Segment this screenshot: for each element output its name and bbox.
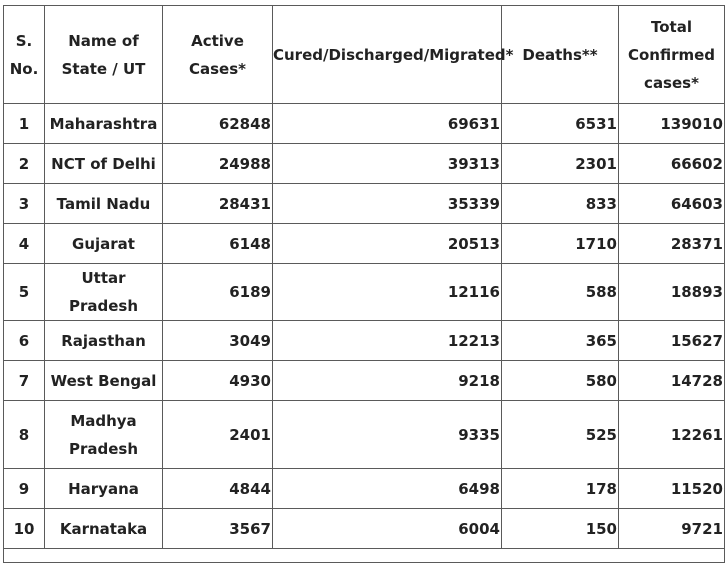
header-state: Name of State / UT <box>45 6 163 104</box>
cell-sno: 5 <box>4 264 45 321</box>
cell-deaths: 588 <box>502 264 619 321</box>
cell-active: 4844 <box>163 469 273 509</box>
table-row <box>4 224 725 264</box>
table-footer-row <box>4 549 725 563</box>
table-row <box>4 321 725 361</box>
header-sno: S. No. <box>4 6 45 104</box>
covid-cases-table <box>3 5 725 563</box>
cell-sno: 2 <box>4 144 45 184</box>
cell-state: Maharashtra <box>45 104 163 144</box>
header-cured: Cured/Discharged/Migrated* <box>273 6 502 104</box>
cell-total: 15627 <box>619 321 725 361</box>
table-row <box>4 104 725 144</box>
cell-deaths: 1710 <box>502 224 619 264</box>
cell-active: 2401 <box>163 401 273 469</box>
cell-cured: 69631 <box>273 104 502 144</box>
cell-active: 6189 <box>163 264 273 321</box>
cell-active: 24988 <box>163 144 273 184</box>
cell-state: Rajasthan <box>45 321 163 361</box>
cell-total: 139010 <box>619 104 725 144</box>
table-row <box>4 469 725 509</box>
cell-total: 28371 <box>619 224 725 264</box>
cell-cured: 9335 <box>273 401 502 469</box>
cell-deaths: 365 <box>502 321 619 361</box>
cell-cured: 12213 <box>273 321 502 361</box>
cell-deaths: 150 <box>502 509 619 549</box>
cell-state: Tamil Nadu <box>45 184 163 224</box>
cell-deaths: 178 <box>502 469 619 509</box>
cell-sno: 4 <box>4 224 45 264</box>
header-deaths: Deaths** <box>502 6 619 104</box>
cell-total: 9721 <box>619 509 725 549</box>
cell-deaths: 525 <box>502 401 619 469</box>
table-row <box>4 509 725 549</box>
cell-state: Gujarat <box>45 224 163 264</box>
cell-active: 3567 <box>163 509 273 549</box>
cell-sno: 3 <box>4 184 45 224</box>
cell-sno: 10 <box>4 509 45 549</box>
table-header-row <box>4 6 725 104</box>
header-total-confirmed: Total Confirmed cases* <box>619 6 725 104</box>
cell-cured: 9218 <box>273 361 502 401</box>
cell-deaths: 2301 <box>502 144 619 184</box>
cell-deaths: 580 <box>502 361 619 401</box>
cell-cured: 12116 <box>273 264 502 321</box>
cell-state: NCT of Delhi <box>45 144 163 184</box>
table-row <box>4 184 725 224</box>
cell-active: 6148 <box>163 224 273 264</box>
cell-cured: 35339 <box>273 184 502 224</box>
cell-total: 66602 <box>619 144 725 184</box>
cell-state: Madhya Pradesh <box>45 401 163 469</box>
table-row <box>4 144 725 184</box>
cell-active: 62848 <box>163 104 273 144</box>
cell-cured: 6498 <box>273 469 502 509</box>
cell-total: 11520 <box>619 469 725 509</box>
header-active-cases: Active Cases* <box>163 6 273 104</box>
cell-state: Karnataka <box>45 509 163 549</box>
cell-sno: 8 <box>4 401 45 469</box>
table-row <box>4 361 725 401</box>
cell-deaths: 833 <box>502 184 619 224</box>
cell-total: 12261 <box>619 401 725 469</box>
cell-cured: 39313 <box>273 144 502 184</box>
cell-sno: 6 <box>4 321 45 361</box>
cell-active: 3049 <box>163 321 273 361</box>
cell-sno: 7 <box>4 361 45 401</box>
cell-total: 18893 <box>619 264 725 321</box>
table-row <box>4 401 725 469</box>
cell-active: 4930 <box>163 361 273 401</box>
cell-total: 64603 <box>619 184 725 224</box>
cell-total: 14728 <box>619 361 725 401</box>
cell-cured: 6004 <box>273 509 502 549</box>
footnote-cell <box>4 549 725 563</box>
cell-cured: 20513 <box>273 224 502 264</box>
cell-state: West Bengal <box>45 361 163 401</box>
cell-sno: 9 <box>4 469 45 509</box>
cell-deaths: 6531 <box>502 104 619 144</box>
table-row <box>4 264 725 321</box>
cell-sno: 1 <box>4 104 45 144</box>
cell-state: Haryana <box>45 469 163 509</box>
cell-active: 28431 <box>163 184 273 224</box>
cell-state: Uttar Pradesh <box>45 264 163 321</box>
